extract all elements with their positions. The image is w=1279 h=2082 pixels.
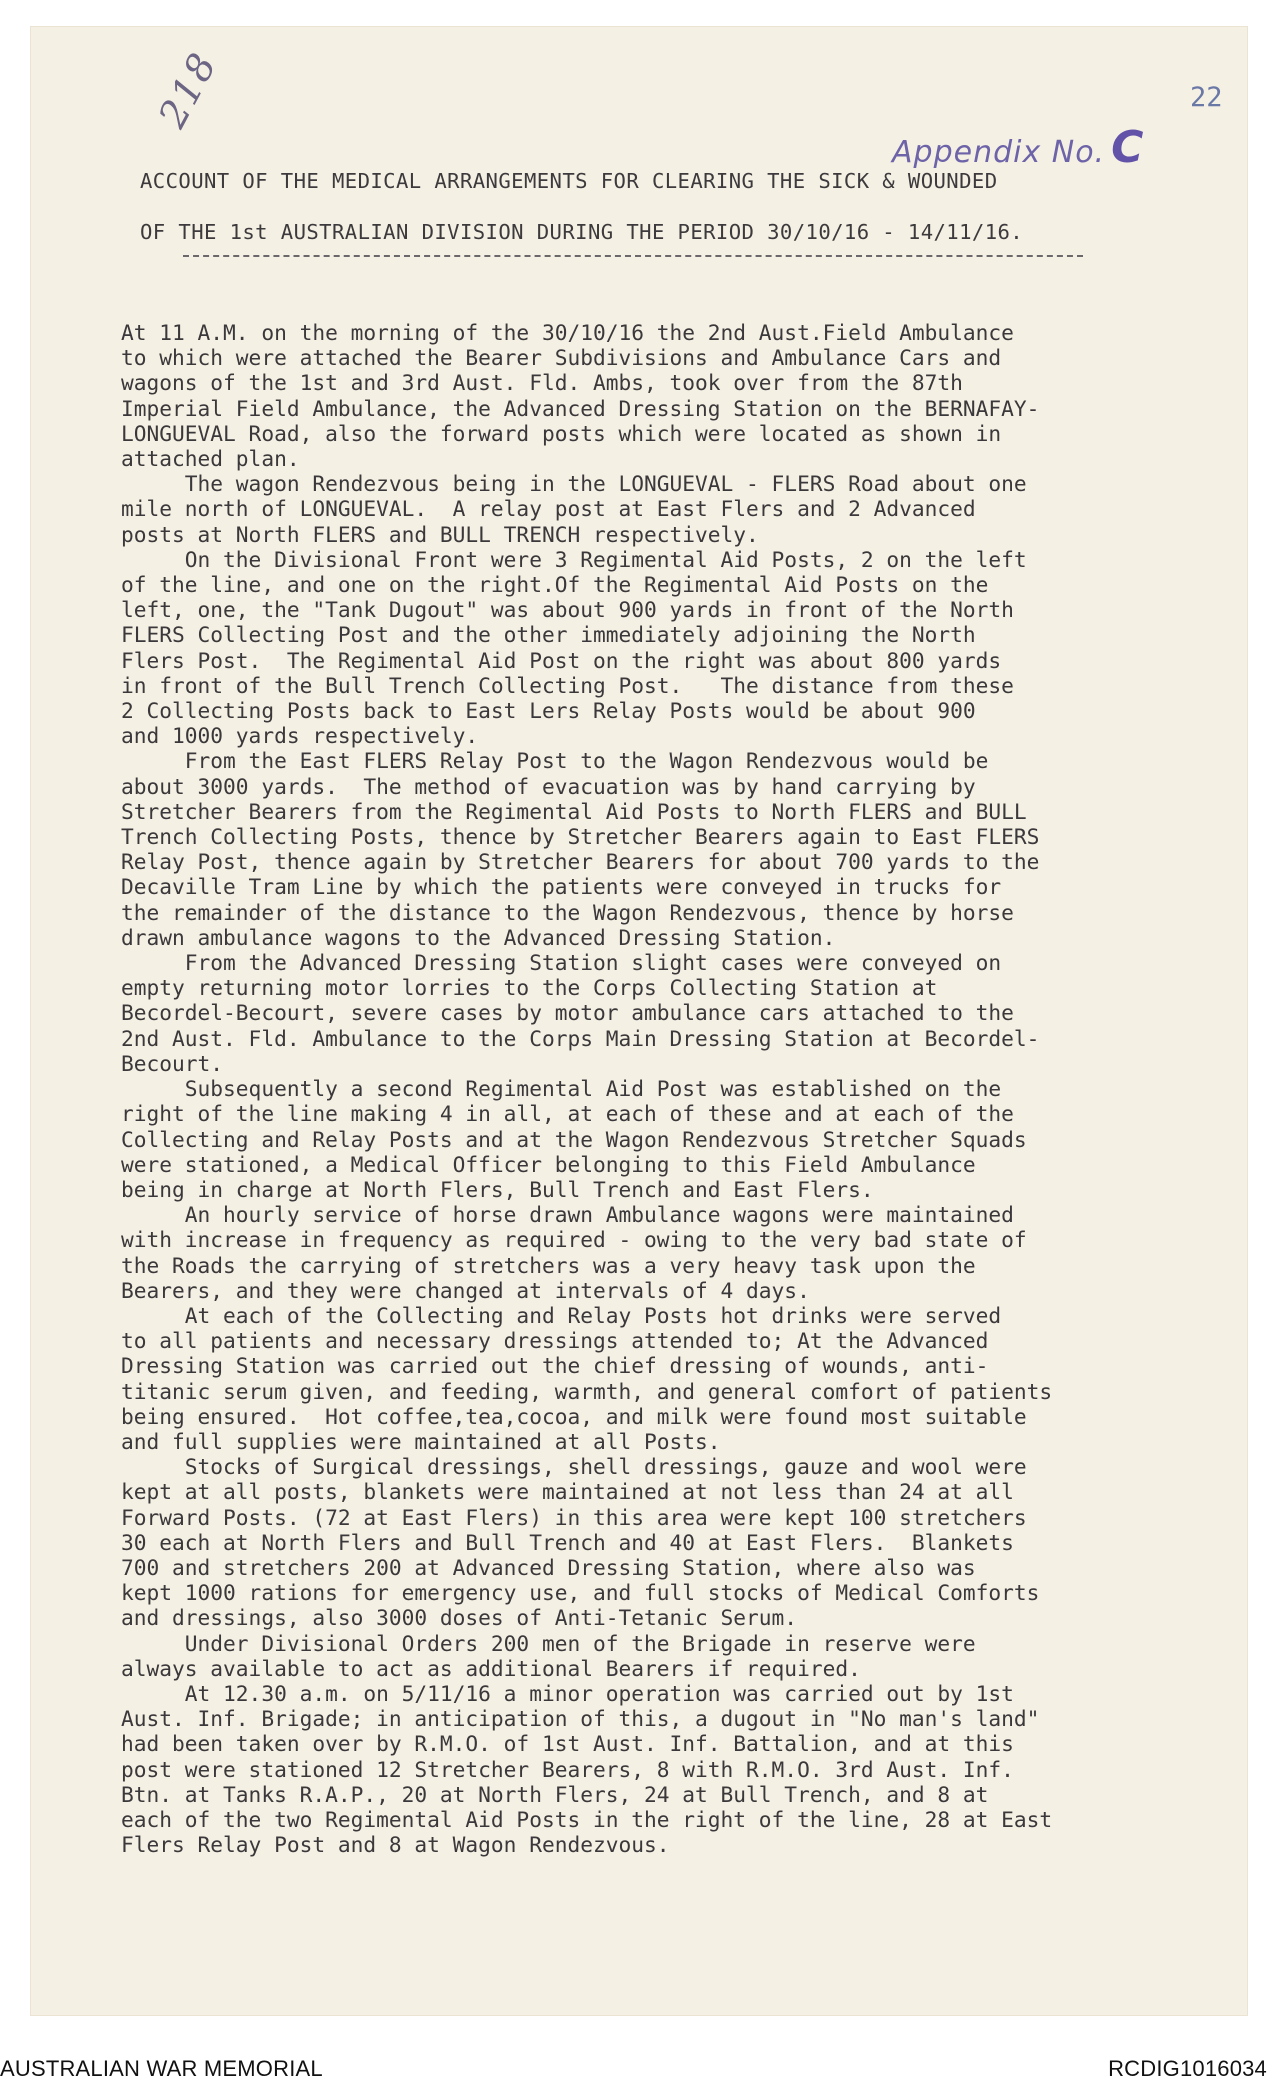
body-line: Becourt.: [121, 1050, 224, 1076]
heading-divider: [183, 255, 1083, 257]
body-line: always available to act as additional Bearers if required.: [121, 1655, 861, 1681]
body-line: Flers Post. The Regimental Aid Post on the right was about 800 yards: [121, 647, 1002, 673]
body-line: post were stationed 12 Stretcher Bearers, 8 with R.M.O. 3rd Aust. Inf.: [121, 1756, 1014, 1782]
body-line: Relay Post, thence again by Stretcher Bearers for about 700 yards to the: [121, 849, 1040, 875]
body-line: Collecting and Relay Posts and at the Wagon Rendezvous Stretcher Squads: [121, 1126, 1027, 1152]
body-line: the Roads the carrying of stretchers was a very heavy task upon the: [121, 1252, 976, 1278]
body-line: At 11 A.M. on the morning of the 30/10/16 the 2nd Aust.Field Ambulance: [121, 320, 1014, 345]
appendix-letter: C: [1111, 122, 1145, 173]
body-line: FLERS Collecting Post and the other immediately adjoining the North: [121, 622, 976, 648]
page-number: 22: [1190, 82, 1223, 113]
body-line: with increase in frequency as required - owing to the very bad state of: [121, 1227, 1027, 1253]
body-line: kept at all posts, blankets were maintained at not less than 24 at all: [121, 1479, 1014, 1505]
body-line: 30 each at North Flers and Bull Trench and 40 at East Flers. Blankets: [121, 1529, 1014, 1555]
body-line: attached plan.: [121, 446, 300, 472]
body-line: Under Divisional Orders 200 men of the Brigade in reserve were: [121, 1630, 976, 1656]
body-line: 2nd Aust. Fld. Ambulance to the Corps Main Dressing Station at Becordel-: [121, 1025, 1040, 1051]
body-line: Imperial Field Ambulance, the Advanced Dressing Station on the BERNAFAY-: [121, 395, 1040, 421]
body-line: Aust. Inf. Brigade; in anticipation of this, a dugout in "No man's land": [121, 1706, 1040, 1732]
body-line: posts at North FLERS and BULL TRENCH respectively.: [121, 521, 759, 547]
body-line: Btn. at Tanks R.A.P., 20 at North Flers, 24 at Bull Trench, and 8 at: [121, 1781, 989, 1807]
body-line: 700 and stretchers 200 at Advanced Dressing Station, where also was: [121, 1554, 976, 1580]
body-line: titanic serum given, and feeding, warmth, and general comfort of patients: [121, 1378, 1053, 1404]
body-line: At 12.30 a.m. on 5/11/16 a minor operation was carried out by 1st: [121, 1680, 1014, 1706]
body-line: were stationed, a Medical Officer belonging to this Field Ambulance: [121, 1151, 976, 1177]
body-line: had been taken over by R.M.O. of 1st Aust. Inf. Battalion, and at this: [121, 1731, 1014, 1757]
body-line: and dressings, also 3000 doses of Anti-Tetanic Serum.: [121, 1605, 798, 1631]
body-line: right of the line making 4 in all, at each of these and at each of the: [121, 1101, 1014, 1127]
body-line: about 3000 yards. The method of evacuation was by hand carrying by: [121, 773, 976, 799]
body-line: and 1000 yards respectively.: [121, 723, 479, 749]
appendix-stamp: [892, 122, 1144, 173]
body-line: On the Divisional Front were 3 Regimental Aid Posts, 2 on the left: [121, 546, 1027, 572]
body-line: 2 Collecting Posts back to East Lers Relay Posts would be about 900: [121, 698, 976, 724]
footer-institution: AUSTRALIAN WAR MEMORIAL: [0, 2056, 323, 2081]
heading-line-1: ACCOUNT OF THE MEDICAL ARRANGEMENTS FOR CLEARING THE SICK & WOUNDED: [140, 169, 998, 193]
body-line: An hourly service of horse drawn Ambulance wagons were maintained: [121, 1202, 1014, 1228]
body-line: Becordel-Becourt, severe cases by motor ambulance cars attached to the: [121, 1000, 1014, 1026]
body-line: The wagon Rendezvous being in the LONGUEVAL - FLERS Road about one: [121, 471, 1027, 497]
document-body: [121, 320, 1241, 1857]
body-line: Bearers, and they were changed at intervals of 4 days.: [121, 1277, 810, 1303]
body-line: Subsequently a second Regimental Aid Post was established on the: [121, 1076, 1002, 1102]
body-line: Stocks of Surgical dressings, shell dressings, gauze and wool were: [121, 1454, 1027, 1480]
body-line: wagons of the 1st and 3rd Aust. Fld. Ambs, took over from the 87th: [121, 370, 963, 396]
body-line: From the Advanced Dressing Station slight cases were conveyed on: [121, 950, 1002, 976]
body-line: Stretcher Bearers from the Regimental Aid Posts to North FLERS and BULL: [121, 798, 1027, 824]
body-line: empty returning motor lorries to the Corps Collecting Station at: [121, 975, 938, 1001]
body-line: Trench Collecting Posts, thence by Stretcher Bearers again to East FLERS: [121, 824, 1040, 850]
body-line: each of the two Regimental Aid Posts in the right of the line, 28 at East: [121, 1806, 1053, 1832]
appendix-label: Appendix No.: [892, 135, 1106, 170]
body-line: mile north of LONGUEVAL. A relay post at East Flers and 2 Advanced: [121, 496, 976, 522]
body-line: Flers Relay Post and 8 at Wagon Rendezvous.: [121, 1832, 670, 1858]
heading-line-2: OF THE 1st AUSTRALIAN DIVISION DURING THE PERIOD 30/10/16 - 14/11/16.: [140, 220, 1024, 244]
footer-record-id: RCDIG1016034: [1108, 2056, 1267, 2081]
body-line: Forward Posts. (72 at East Flers) in this area were kept 100 stretchers: [121, 1504, 1027, 1530]
body-line: At each of the Collecting and Relay Posts hot drinks were served: [121, 1302, 1002, 1328]
body-line: kept 1000 rations for emergency use, and full stocks of Medical Comforts: [121, 1580, 1040, 1606]
body-line: in front of the Bull Trench Collecting Post. The distance from these: [121, 672, 1014, 698]
body-line: and full supplies were maintained at all Posts.: [121, 1428, 721, 1454]
body-line: of the line, and one on the right.Of the Regimental Aid Posts on the: [121, 572, 989, 598]
body-line: left, one, the "Tank Dugout" was about 900 yards in front of the North: [121, 597, 1014, 623]
body-line: Dressing Station was carried out the chief dressing of wounds, anti-: [121, 1353, 989, 1379]
body-line: Decaville Tram Line by which the patients were conveyed in trucks for: [121, 874, 1002, 900]
handwritten-folio-number: 218: [150, 44, 226, 135]
body-line: drawn ambulance wagons to the Advanced Dressing Station.: [121, 924, 836, 950]
body-line: the remainder of the distance to the Wagon Rendezvous, thence by horse: [121, 899, 1014, 925]
body-line: being ensured. Hot coffee,tea,cocoa, and milk were found most suitable: [121, 1403, 1027, 1429]
body-line: to all patients and necessary dressings attended to; At the Advanced: [121, 1328, 989, 1354]
body-line: being in charge at North Flers, Bull Trench and East Flers.: [121, 1176, 874, 1202]
body-line: to which were attached the Bearer Subdivisions and Ambulance Cars and: [121, 345, 1002, 371]
body-line: LONGUEVAL Road, also the forward posts which were located as shown in: [121, 420, 1002, 446]
body-line: From the East FLERS Relay Post to the Wagon Rendezvous would be: [121, 748, 989, 774]
